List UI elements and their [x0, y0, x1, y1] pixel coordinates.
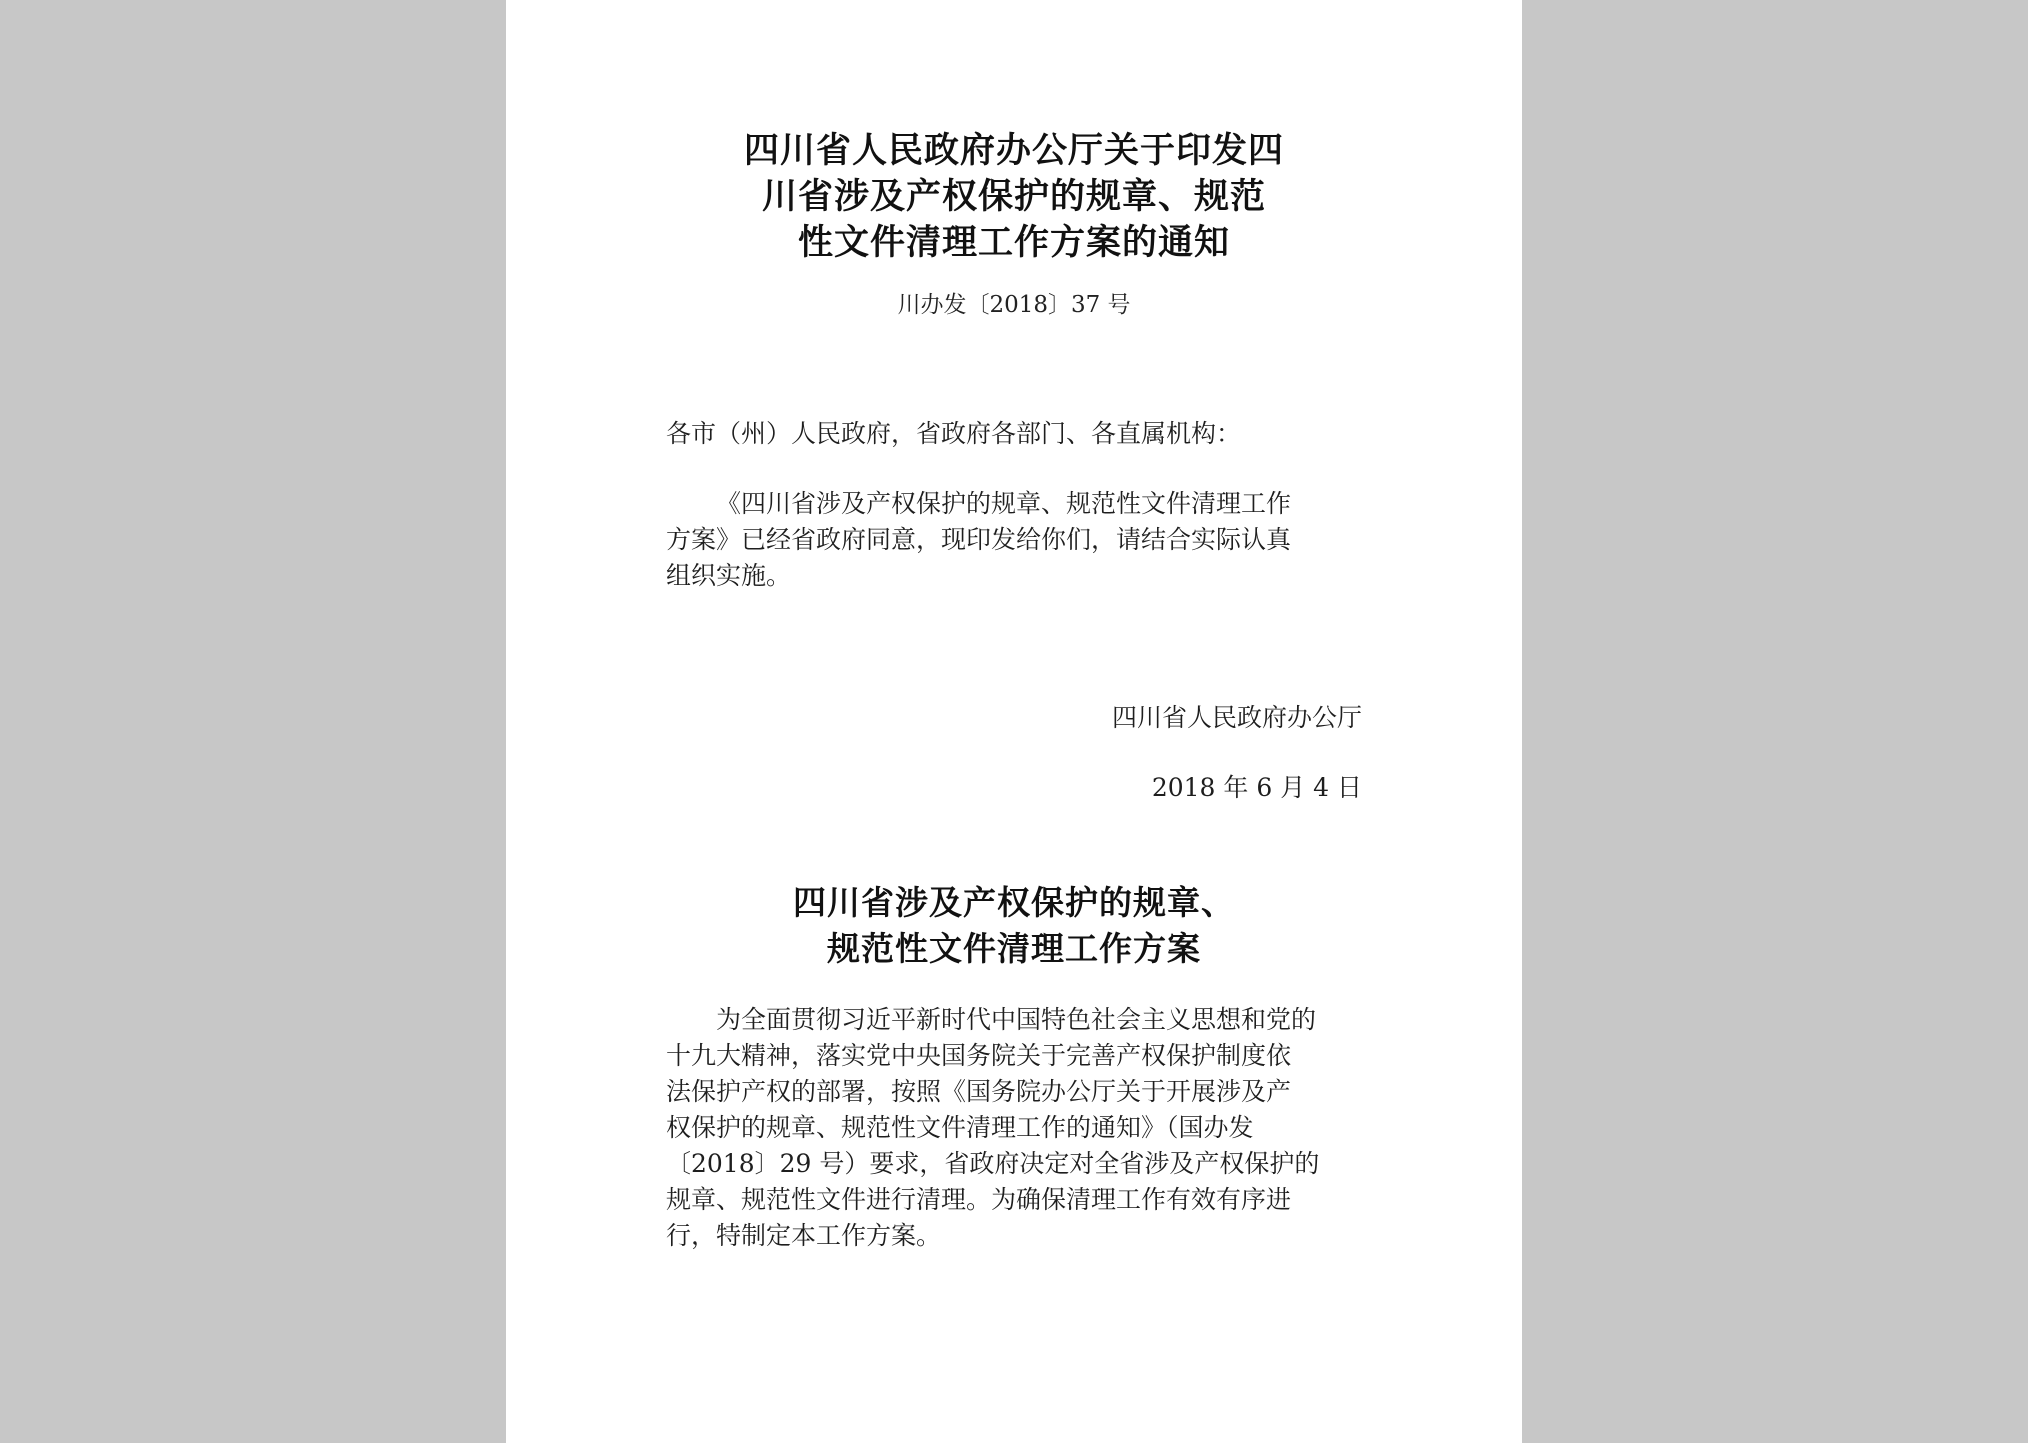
document-page: [506, 0, 1522, 1443]
plan-title-line: 规范性文件清理工作方案: [827, 929, 1201, 968]
notice-title-line: 川省涉及产权保护的规章、规范: [761, 176, 1266, 217]
notice-title-line: 四川省人民政府办公厅关于印发四: [743, 130, 1284, 171]
document-number: 川办发〔2018〕37 号: [897, 292, 1131, 318]
issue-date: 2018 年 6 月 4 日: [1151, 773, 1362, 802]
plan-intro-line: 权保护的规章、规范性文件清理工作的通知》（国办发: [666, 1113, 1254, 1142]
addressee-line: 各市（州）人民政府，省政府各部门、各直属机构：: [666, 419, 1242, 448]
plan-intro-line: 〔2018〕29 号）要求，省政府决定对全省涉及产权保护的: [666, 1149, 1320, 1178]
plan-intro-line: 为全面贯彻习近平新时代中国特色社会主义思想和党的: [716, 1005, 1317, 1034]
issuer: 四川省人民政府办公厅: [1111, 703, 1362, 732]
plan-intro-line: 法保护产权的部署，按照《国务院办公厅关于开展涉及产: [666, 1077, 1292, 1106]
notice-body-line: 《四川省涉及产权保护的规章、规范性文件清理工作: [716, 489, 1292, 518]
plan-intro: [666, 1002, 1366, 1254]
notice-title-line: 性文件清理工作方案的通知: [797, 222, 1230, 263]
plan-intro-line: 规章、规范性文件进行清理。为确保清理工作有效有序进: [666, 1185, 1292, 1214]
plan-intro-line: 十九大精神，落实党中央国务院关于完善产权保护制度依: [666, 1041, 1292, 1070]
notice-title: [506, 128, 1522, 266]
notice-body: [666, 486, 1366, 594]
notice-body-line: 组织实施。: [666, 561, 792, 590]
plan-title: [506, 880, 1522, 972]
notice-body-line: 方案》已经省政府同意，现印发给你们，请结合实际认真: [666, 525, 1292, 554]
addressee: [666, 416, 1366, 452]
plan-title-line: 四川省涉及产权保护的规章、: [793, 883, 1235, 922]
plan-intro-line: 行，特制定本工作方案。: [666, 1221, 942, 1250]
